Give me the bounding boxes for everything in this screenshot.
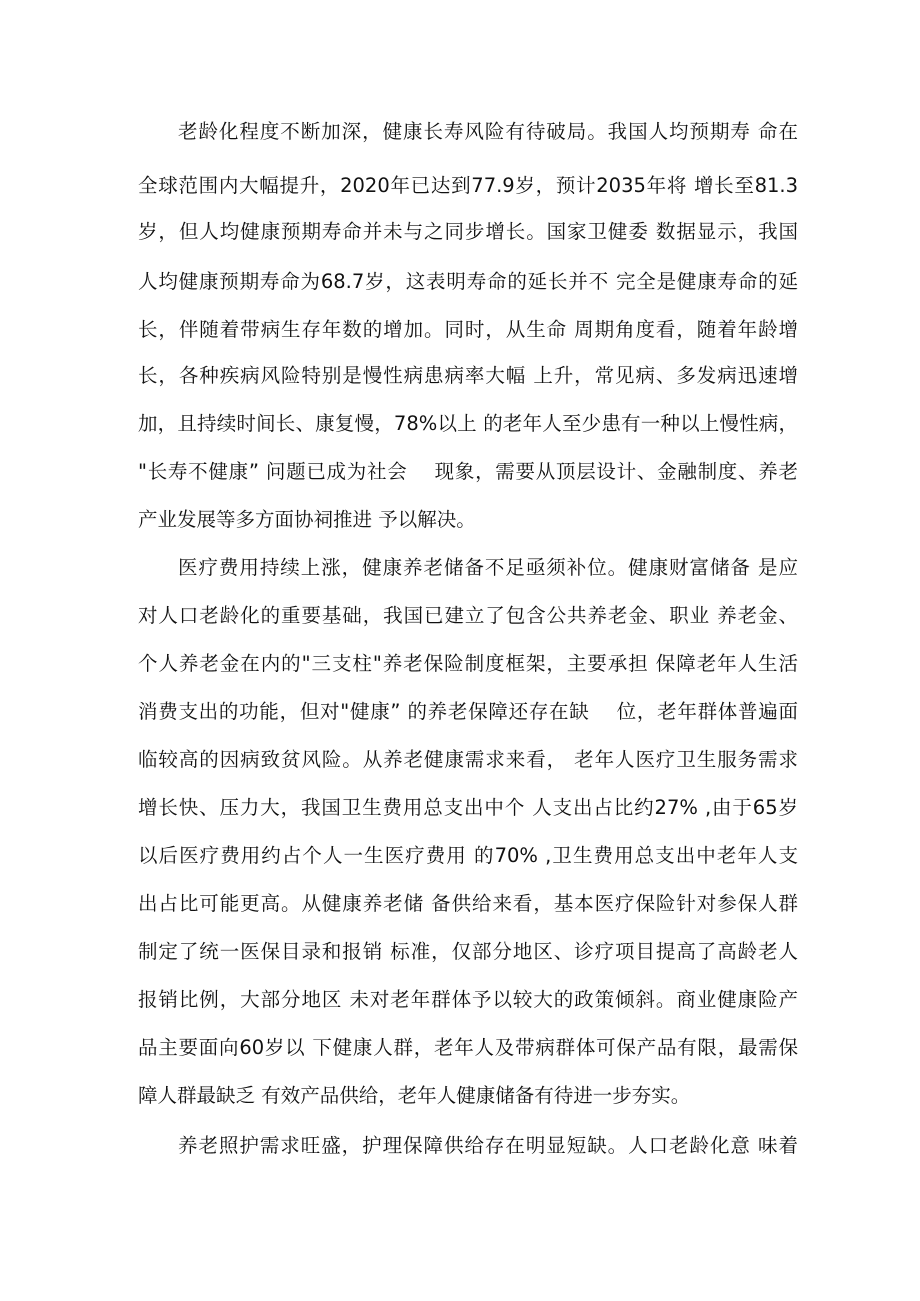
paragraph-line: 以后医疗费用约占个人一生医疗费用 的70% ,卫生费用总支出中老年人支: [138, 844, 798, 867]
paragraph-line: 出占比可能更高。从健康养老储 备供给来看，基本医疗保险针对参保人群: [138, 892, 798, 915]
paragraph-line: 全球范围内大幅提升，2020年已达到77.9岁，预计2035年将 增长至81.3: [138, 174, 798, 197]
paragraph-line: 制定了统一医保目录和报销 标准，仅部分地区、诊疗项目提高了高龄老人: [138, 940, 798, 963]
paragraph-line: 产业发展等多方面协祠推进 予以解决。: [138, 508, 476, 531]
paragraph-line: 消费支出的功能，但对"健康” 的养老保障还存在缺 位，老年群体普遍面: [138, 700, 798, 723]
paragraph-line: 个人养老金在内的"三支柱"养老保险制度框架，主要承担 保障老年人生活: [138, 652, 798, 675]
paragraph-line: 养老照护需求旺盛，护理保障供给存在明显短缺。人口老龄化意 味着: [178, 1134, 798, 1157]
paragraph-line: 医疗费用持续上涨，健康养老储备不足亟须补位。健康财富储备 是应: [178, 556, 798, 579]
paragraph-line: 老龄化程度不断加深，健康长寿风险有待破局。我国人均预期寿 命在: [178, 120, 798, 143]
paragraph-line: 人均健康预期寿命为68.7岁，这表明寿命的延长并不 完全是健康寿命的延: [138, 270, 798, 293]
paragraph-line: 岁，但人均健康预期寿命并未与之同步增长。国家卫健委 数据显示，我国: [138, 220, 798, 243]
paragraph-line: 障人群最缺乏 有效产品供给，老年人健康储备有待进一步夯实。: [138, 1084, 691, 1107]
paragraph-line: 增长快、压力大，我国卫生费用总支出中个 人支出占比约27% ,由于65岁: [138, 796, 798, 819]
paragraph-line: 加，且持续时间长、康复慢，78%以上 的老年人至少患有一种以上慢性病，: [138, 412, 798, 435]
paragraph-line: "长寿不健康” 问题已成为社会 现象，需要从顶层设计、金融制度、养老: [138, 460, 798, 483]
paragraph-line: 长，各种疾病风险特别是慢性病患病率大幅 上升，常见病、多发病迅速增: [138, 364, 798, 387]
paragraph-line: 对人口老龄化的重要基础，我国已建立了包含公共养老金、职业 养老金、: [138, 604, 798, 627]
paragraph-line: 报销比例，大部分地区 未对老年群体予以较大的政策倾斜。商业健康险产: [138, 988, 798, 1011]
paragraph-line: 长，伴随着带病生存年数的增加。同时，从生命 周期角度看，随着年龄增: [138, 318, 798, 341]
paragraph-line: 临较高的因病致贫风险。从养老健康需求来看， 老年人医疗卫生服务需求: [138, 748, 798, 771]
paragraph-line: 品主要面向60岁以 下健康人群，老年人及带病群体可保产品有限，最需保: [138, 1036, 798, 1059]
